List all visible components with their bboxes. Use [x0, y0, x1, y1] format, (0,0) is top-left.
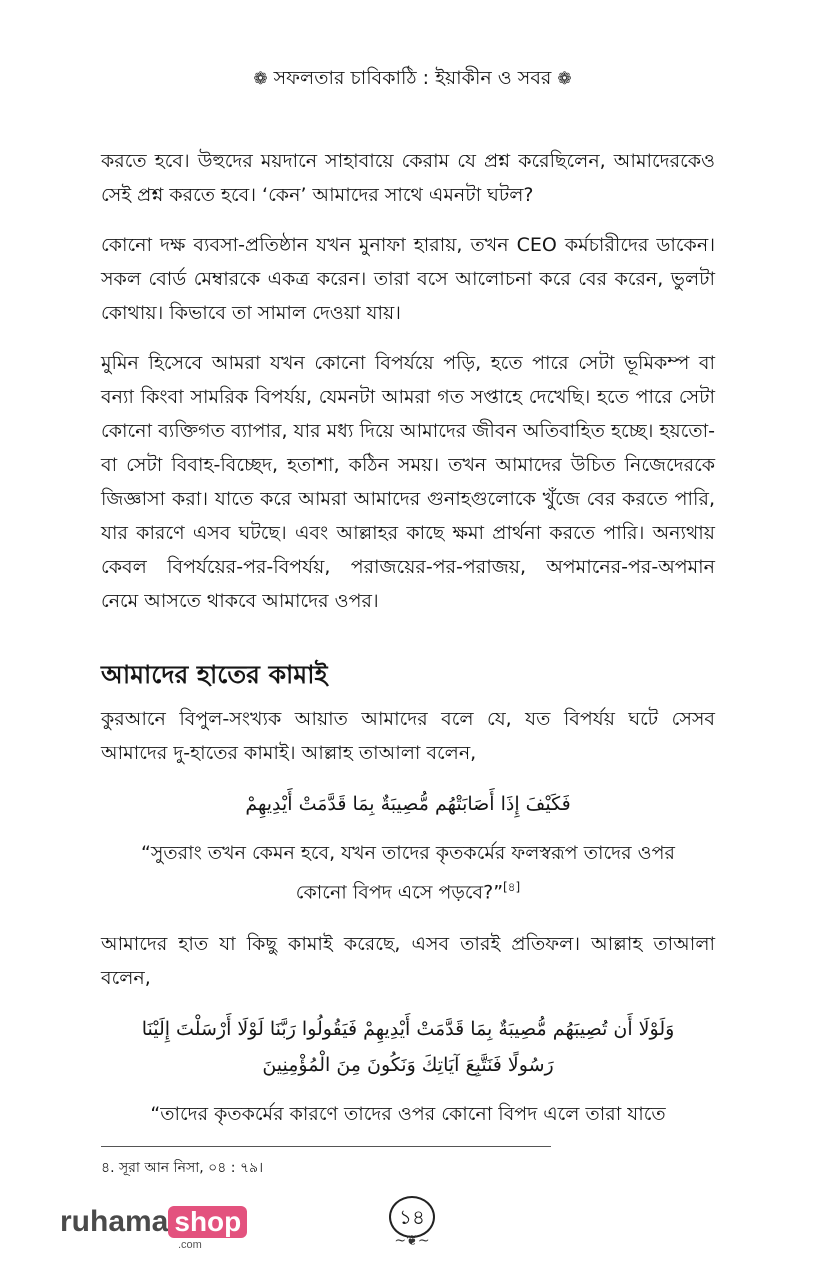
flower-ornament-icon: ❁: [557, 69, 572, 89]
logo-text-domain: .com: [178, 1239, 202, 1251]
page-number: [382, 1196, 442, 1249]
page-body: [101, 144, 715, 1149]
running-header: [0, 64, 825, 96]
arabic-verse: [101, 1011, 715, 1083]
arabic-verse-line: وَلَوْلَا أَن تُصِيبَهُم مُّصِيبَةٌ بِمَا قَدَّمَتْ أَيْدِيهِمْ فَيَقُولُوا رَبَّنَا لَوْلَا أَرْسَلْتَ إِلَيْنَا: [141, 1018, 675, 1041]
flower-ornament-icon: ❁: [253, 69, 268, 89]
paragraph: কোনো দক্ষ ব্যবসা-প্রতিষ্ঠান যখন মুনাফা হারায়, তখন CEO কর্মচারীদের ডাকেন। সকল বোর্ড মেম্বারকে একত্র করেন। তারা বসে আলোচনা করে বের করেন, ভুলটা কোথায়। কিভাবে তা সামাল দেওয়া যায়।: [101, 234, 715, 324]
arabic-verse: فَكَيْفَ إِذَا أَصَابَتْهُم مُّصِيبَةٌ بِمَا قَدَّمَتْ أَيْدِيهِمْ: [245, 793, 571, 815]
section-intro: কুরআনে বিপুল-সংখ্যক আয়াত আমাদের বলে যে, যত বিপর্যয় ঘটে সেসব আমাদের দু-হাতের কামাই। আল্লাহ তাআলা বলেন,: [101, 708, 715, 764]
verse-translation: “তাদের কৃতকর্মের কারণে তাদের ওপর কোনো বিপদ এলে তারা যাতে: [150, 1103, 666, 1126]
page-number-text: ১৪: [389, 1196, 435, 1238]
section-heading: আমাদের হাতের কামাই: [101, 660, 328, 689]
arabic-verse-line: رَسُولًا فَنَتَّبِعَ آيَاتِكَ وَنَكُونَ مِنَ الْمُؤْمِنِينَ: [262, 1054, 554, 1077]
logo-text-ruhama: ruhama: [60, 1205, 169, 1238]
publisher-logo: [60, 1205, 247, 1255]
verse-translation-text: “সুতরাং তখন কেমন হবে, যখন তাদের কৃতকর্মের ফলস্বরূপ তাদের ওপর কোনো বিপদ এসে পড়বে?”: [141, 842, 675, 904]
paragraph: করতে হবে। উহুদের ময়দানে সাহাবায়ে কেরাম যে প্রশ্ন করেছিলেন, আমাদেরকেও সেই প্রশ্ন করতে হবে। ‘কেন’ আমাদের সাথে এমনটা ঘটল?: [101, 150, 715, 206]
footnote: ৪. সূরা আন নিসা, ০৪ : ৭৯।: [101, 1160, 264, 1176]
header-title: সফলতার চাবিকাঠি : ইয়াকীন ও সবর: [273, 67, 552, 89]
paragraph: আমাদের হাত যা কিছু কামাই করেছে, এসব তারই প্রতিফল। আল্লাহ তাআলা বলেন,: [101, 933, 715, 990]
paragraph: মুমিন হিসেবে আমরা যখন কোনো বিপর্যয়ে পড়ি, হতে পারে সেটা ভূমিকম্প বা বন্যা কিংবা সামরিক বিপর্যয়, যেমনটা আমরা গত সপ্তাহে দেখেছি। হতে পারে সেটা কোনো ব্যক্তিগত ব্যাপার, যার মধ্য দিয়ে আমাদের জীবন অতিবাহিত হচ্ছে। হয়তো-বা সেটা বিবাহ-বিচ্ছেদ, হতাশা, কঠিন সময়। তখন আমাদের উচিত নিজেদেরকে জিজ্ঞাসা করা। যাতে করে আমরা আমাদের গুনাহগুলোকে খুঁজে বের করতে পারি, যার কারণে এসব ঘটছে। এবং আল্লাহর কাছে ক্ষমা প্রার্থনা করতে পারি। অন্যথায় কেবল বিপর্যয়ের-পর-বিপর্যয়, পরাজয়ের-পর-পরাজয়, অপমানের-পর-অপমান নেমে আসতে থাকবে আমাদের ওপর।: [101, 352, 715, 612]
logo-text-shop: shop: [168, 1206, 247, 1238]
footnote-reference: [৪]: [503, 880, 521, 894]
flourish-ornament-icon: ~❦~: [394, 1233, 430, 1249]
verse-translation: [121, 836, 695, 909]
footnote-divider: [101, 1146, 551, 1147]
